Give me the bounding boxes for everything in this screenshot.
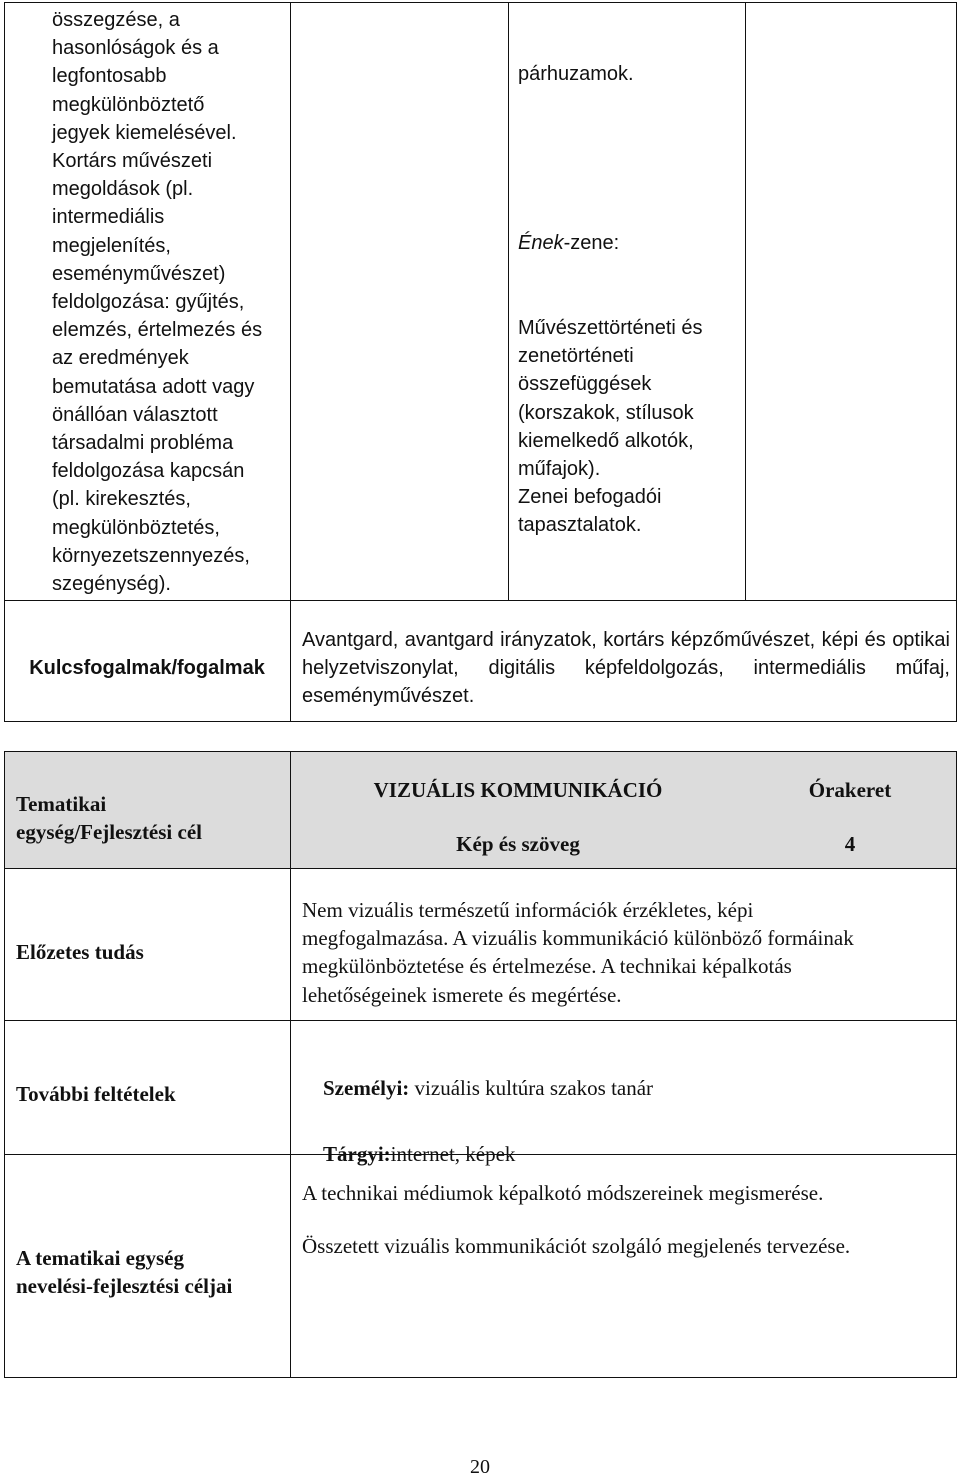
- material-value: internet, képek: [390, 1142, 516, 1167]
- unit-title: VIZUÁLIS KOMMUNIKÁCIÓ: [373, 778, 663, 802]
- personal-label: Személyi:: [323, 1076, 410, 1101]
- page-number: 20: [470, 1456, 490, 1478]
- prior-knowledge-text: Nem vizuális természetű információk érzékletes, képi megfogalmazása. A vizuális kommunikáció különböző formáinak megkülönböztetése és értelmezése. A technikai képalkotás lehetőségeinek ismerete és megértése.: [302, 898, 859, 1007]
- unit-subtitle: Kép és szöveg: [456, 832, 580, 856]
- further-conditions-label: További feltételek: [16, 1082, 176, 1106]
- zene-label: -zene:: [563, 232, 620, 255]
- thematic-unit-label: Tematikai egység/Fejlesztési cél: [16, 792, 202, 845]
- hours-label: Órakeret: [808, 778, 892, 802]
- connections-first-line: párhuzamok.: [518, 63, 634, 86]
- goals-cell-text: összegzése, a hasonlóságok és a legfontosabb megkülönböztető jegyek kiemelésével. Kortárs művészeti megoldások (pl. intermediális megjelenítés, eseményművészet) feldolgozása: gyűjtés, elemzés, értelmezés és az eredmények bemutatása adott vagy önállóan választott társadalmi probléma feldolgozása kapcsán (pl. kirekesztés, megkülönböztetés, környezetszennyezés, szegénység).: [52, 9, 263, 596]
- material-label: Tárgyi:: [323, 1142, 391, 1167]
- personal-value: vizuális kultúra szakos tanár: [409, 1076, 654, 1101]
- development-goal-2: Összetett vizuális kommunikációt szolgáló megjelenés tervezése.: [302, 1234, 851, 1258]
- enek-label: Ének: [518, 232, 564, 255]
- connections-cell: [518, 4, 743, 596]
- prior-knowledge-label: Előzetes tudás: [16, 940, 144, 964]
- hours-value: 4: [844, 832, 856, 856]
- key-concepts-label: Kulcsfogalmak/fogalmak: [29, 657, 265, 679]
- key-concepts-text: Avantgard, avantgard irányzatok, kortárs képzőművészet, képi és optikai helyzetviszonylat, digitális képfeldolgozás, intermediális műfaj, eseményművészet.: [302, 629, 956, 708]
- development-goals-label: A tematikai egység nevelési-fejlesztési céljai: [16, 1246, 233, 1299]
- development-goal-1: A technikai médiumok képalkotó módszereinek megismerése.: [302, 1181, 824, 1205]
- connections-heading: [518, 229, 743, 257]
- connections-text: Művészettörténeti és zenetörténeti összefüggések (korszakok, stílusok kiemelkedő alkotók, műfajok). Zenei befogadói tapasztalatok.: [518, 317, 703, 537]
